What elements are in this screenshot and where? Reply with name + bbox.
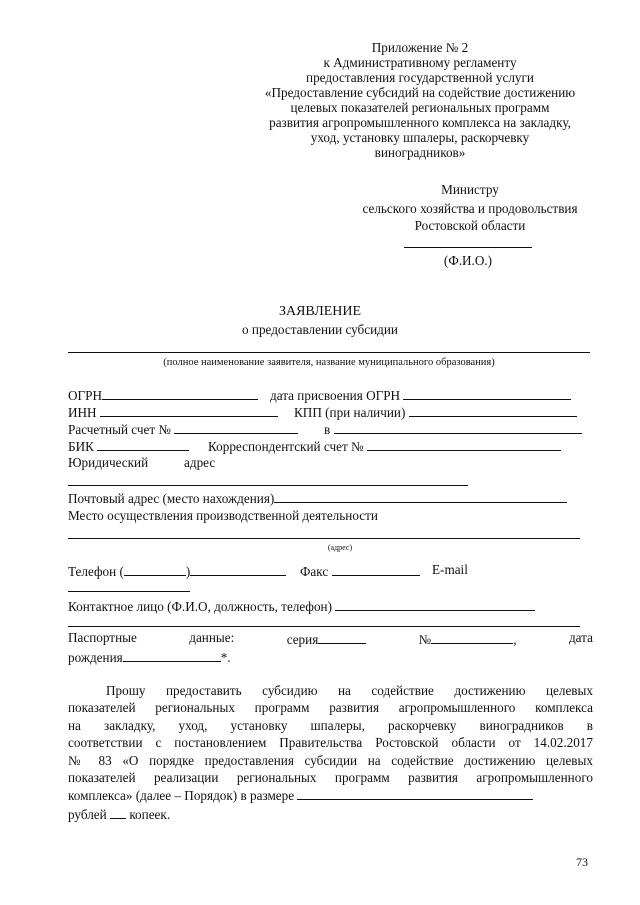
request-kopeks-row: [68, 805, 593, 823]
bik-label: БИК: [68, 439, 94, 454]
fax-input[interactable]: [332, 562, 420, 576]
corr-account-label: Корреспондентский счет №: [208, 439, 364, 454]
ogrn-date-row: [270, 386, 571, 404]
bank-row: [324, 420, 582, 438]
corr-account-input[interactable]: [367, 437, 561, 451]
email-label: E-mail: [432, 562, 468, 577]
contact-input[interactable]: [335, 597, 535, 611]
appendix-line: предоставления государственной услуги: [306, 70, 534, 85]
account-input[interactable]: [174, 420, 298, 434]
address-caption: (адрес): [327, 543, 353, 552]
appendix-line: «Предоставление субсидий на содействие достижению: [264, 85, 576, 100]
rubles-label: рублей: [68, 806, 107, 822]
account-row: [68, 420, 298, 438]
inn-label: ИНН: [68, 405, 97, 420]
request-line: на закладку, уход, установку шпалеры, раскорчевку виноградников в: [68, 717, 593, 733]
number-input[interactable]: [431, 630, 513, 644]
postal-address-label: Почтовый адрес (место нахождения): [68, 491, 275, 506]
birth-input[interactable]: [123, 648, 221, 662]
phone-code-input[interactable]: [124, 562, 186, 576]
bank-label: в: [324, 422, 331, 437]
request-line: № 83 «О порядке предоставления субсидии на содействие достижению целевых: [68, 752, 593, 768]
addressee-line: Министру: [441, 182, 499, 197]
ogrn-date-label: дата присвоения ОГРН: [270, 388, 401, 403]
ogrn-label: ОГРН: [68, 388, 103, 403]
request-line: соответствии с постановлением Правительства Ростовской области от 14.02.2017: [68, 735, 593, 751]
inn-input[interactable]: [100, 403, 278, 417]
request-line: показателей региональных программ развития агропромышленного комплекса: [68, 700, 593, 716]
production-place-input[interactable]: [68, 538, 580, 539]
passport-data-label: данные:: [189, 630, 235, 645]
contact-row: [68, 597, 535, 615]
kopeks-label: копеек.: [129, 806, 171, 822]
addressee-line: сельского хозяйства и продовольствия: [362, 201, 578, 216]
applicant-caption: (полное наименование заявителя, название муниципального образования): [163, 357, 495, 368]
postal-address-input[interactable]: [274, 489, 567, 503]
phone-input[interactable]: [190, 562, 286, 576]
bank-input[interactable]: [334, 420, 582, 434]
email-input[interactable]: [68, 591, 190, 592]
corr-account-row: [208, 437, 561, 455]
page-title: ЗАЯВЛЕНИЕ: [278, 304, 362, 319]
kpp-row: [294, 403, 577, 421]
page-subtitle: о предоставлении субсидии: [242, 322, 398, 337]
number-label: №: [418, 632, 432, 647]
legal-address-label-2: адрес: [184, 455, 216, 470]
account-label: Расчетный счет №: [68, 422, 172, 437]
fax-label: Факс: [300, 564, 329, 579]
ogrn-date-input[interactable]: [403, 386, 571, 400]
amount-rubles-input[interactable]: [297, 786, 533, 800]
appendix-line: развития агропромышленного комплекса на закладку,: [269, 115, 571, 130]
birth-row: [68, 648, 231, 666]
birth-label: рождения: [68, 650, 123, 665]
kpp-label: КПП (при наличии): [294, 405, 406, 420]
birth-end: *.: [220, 650, 231, 665]
ogrn-input[interactable]: [102, 386, 258, 400]
appendix-line: виноградников»: [374, 145, 466, 160]
fio-line[interactable]: [404, 247, 532, 248]
applicant-name-line[interactable]: [68, 352, 590, 353]
inn-row: [68, 403, 278, 421]
passport-row: Паспортные данные: серия № , дата: [68, 630, 593, 647]
phone-close: ): [185, 564, 191, 579]
production-place-label: Место осуществления производственной деятельности: [68, 508, 378, 523]
ogrn-row: [68, 386, 258, 404]
contact-label: Контактное лицо (Ф.И.О, должность, телефон): [68, 599, 332, 614]
request-line: показателей реализации региональных программ развития агропромышленного: [68, 770, 593, 786]
kpp-input[interactable]: [409, 403, 577, 417]
phone-row: [68, 562, 286, 580]
request-amount-row: [68, 786, 593, 804]
page-number: 73: [576, 855, 588, 869]
request-line: Прошу предоставить субсидию на содействие достижению целевых: [106, 683, 593, 698]
fio-caption: (Ф.И.О.): [443, 253, 493, 268]
amount-kopeks-input[interactable]: [110, 805, 126, 819]
passport-label: Паспортные: [68, 630, 137, 645]
phone-label: Телефон (: [68, 564, 124, 579]
contact-input-line-2[interactable]: [68, 626, 580, 627]
addressee-line: Ростовской области: [414, 218, 526, 233]
appendix-line: Приложение № 2: [371, 40, 469, 55]
request-line: комплекса» (далее – Порядок) в размере: [68, 788, 295, 804]
bik-input[interactable]: [97, 437, 189, 451]
postal-address-row: [68, 489, 567, 507]
request-paragraph: [68, 682, 593, 823]
appendix-line: к Административному регламенту: [323, 55, 517, 70]
series-label: серия: [286, 632, 319, 647]
legal-address-input[interactable]: [68, 485, 468, 486]
date-label: дата: [568, 630, 593, 645]
appendix-line: уход, установку шпалеры, раскорчевку: [310, 130, 530, 145]
bik-row: [68, 437, 189, 455]
appendix-line: целевых показателей региональных программ: [290, 100, 550, 115]
series-input[interactable]: [318, 630, 366, 644]
fax-row: [300, 562, 420, 580]
legal-address-label-1: Юридический: [68, 455, 149, 470]
